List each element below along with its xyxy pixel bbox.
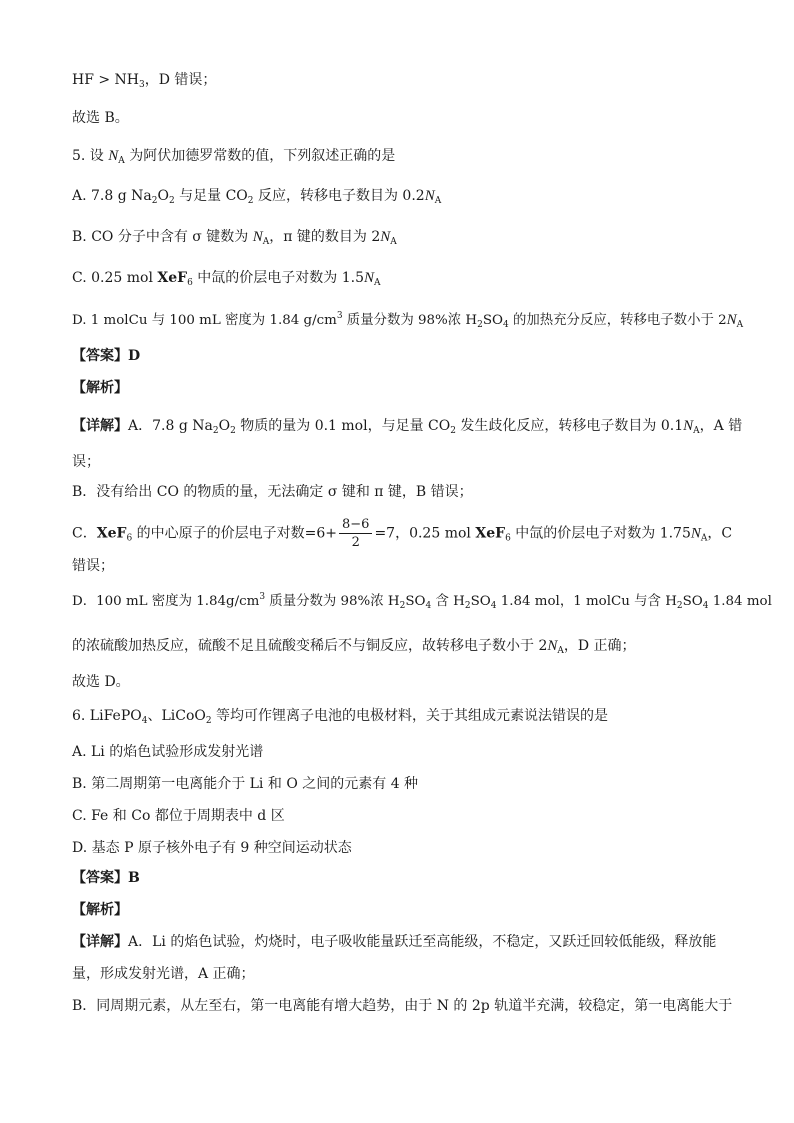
answer-5: 【答案】D	[72, 348, 141, 364]
question-5-option-c: C. 0.25 mol XeF$_6$ 中氙的价层电子对数为 $1.5N_A$	[72, 270, 381, 288]
analysis-5-conclusion: 故选 D。	[72, 674, 130, 690]
analysis-5-b: B．没有给出 CO 的物质的量，无法确定 σ 键和 π 键，B 错误；	[72, 484, 473, 500]
question-6-option-b: B. 第二周期第一电离能介于 Li 和 O 之间的元素有 4 种	[72, 776, 419, 792]
analysis-5-d-cont: 的浓硫酸加热反应，硫酸不足且硫酸变稀后不与铜反应，故转移电子数小于 $2N_A$，D 正确；	[72, 638, 636, 656]
question-6-option-c: C. Fe 和 Co 都位于周期表中 d 区	[72, 808, 285, 824]
question-5-stem: 5. 设 $N_A$ 为阿伏加德罗常数的值，下列叙述正确的是	[72, 148, 396, 166]
question-5-option-b: B. CO 分子中含有 σ 键数为 $N_A$，π 键的数目为 $2N_A$	[72, 229, 397, 247]
analysis-5-c: C．XeF$_6$ 的中心原子的价层电子对数=6+ $\frac{8-6}{2}$ =7，0.25 mol XeF$_6$ 中氙的价层电子对数为 $1.75N_A$，C	[72, 517, 733, 550]
analysis-5-heading: 【解析】	[72, 380, 128, 396]
analysis-6-a-cont: 量，形成发射光谱，A 正确；	[72, 966, 255, 982]
question-6-option-d: D. 基态 P 原子核外电子有 9 种空间运动状态	[72, 840, 352, 856]
question-6-stem: 6. LiFePO$_4$、LiCoO$_2$ 等均可作锂离子电池的电极材料，关于其组成元素说法错误的是	[72, 708, 609, 726]
text-line: 故选 B。	[72, 110, 129, 126]
answer-6: 【答案】B	[72, 870, 140, 886]
text-line	[72, 70, 216, 90]
analysis-5-a: 【详解】A．7.8 g $Na_2O_2$ 物质的量为 0.1 mol，与足量 $CO_2$ 发生歧化反应，转移电子数目为 $0.1N_A$，A 错	[72, 418, 743, 436]
text-segment: HF > $NH_3$，D 错误；	[72, 72, 217, 90]
question-5-option-a: A. 7.8 g $Na_2O_2$ 与足量 $CO_2$ 反应，转移电子数目为 $0.2N_A$	[72, 188, 442, 206]
analysis-5-d: D．100 mL 密度为 $1.84g/cm^3$ 质量分数为 98%浓 $H_2SO_4$ 含 $H_2SO_4$ 1.84 mol，1 molCu 与含 $H_2SO_4$ 1.84 mol	[72, 592, 772, 611]
analysis-6-b: B．同周期元素，从左至右，第一电离能有增大趋势，由于 N 的 2p 轨道半充满，较稳定，第一电离能大于	[72, 998, 733, 1014]
analysis-6-heading: 【解析】	[72, 902, 128, 918]
question-5-option-d: D. 1 molCu 与 100 mL 密度为 1.84 $g/cm^3$ 质量分数为 98%浓 $H_2SO_4$ 的加热充分反应，转移电子数小于 $2N_A$	[72, 311, 744, 330]
analysis-5-c-cont: 错误；	[72, 558, 114, 574]
analysis-5-a-cont: 误；	[72, 454, 100, 470]
analysis-6-a: 【详解】A．Li 的焰色试验，灼烧时，电子吸收能量跃迁至高能级，不稳定，又跃迁回较低能级，释放能	[72, 934, 717, 950]
question-6-option-a: A. Li 的焰色试验形成发射光谱	[72, 744, 264, 760]
